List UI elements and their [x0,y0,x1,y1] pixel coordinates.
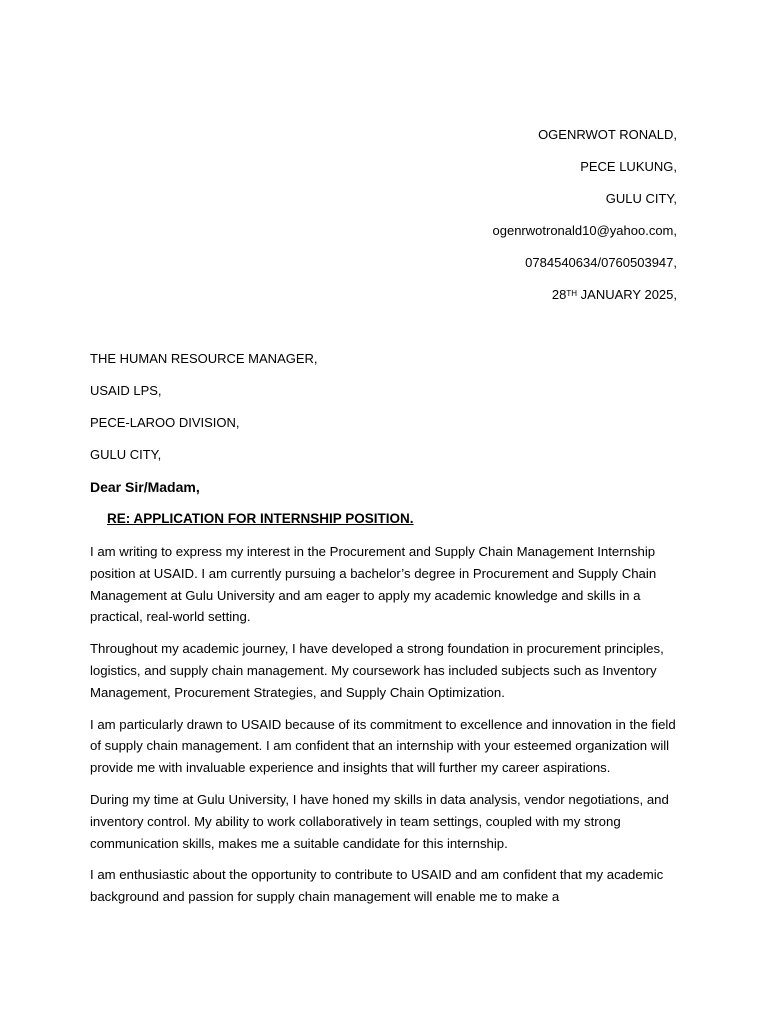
body-paragraph: During my time at Gulu University, I have honed my skills in data analysis, vendor negotiations, and inventory control. My ability to work collaboratively in team settings, coupled with my strong communication skills, makes me a suitable candidate for this internship. [90,791,669,851]
sender-name: OGENRWOT RONALD, [538,127,677,142]
sender-area: PECE LUKUNG, [580,159,677,174]
recipient-division: PECE-LAROO DIVISION, [90,415,240,430]
body-paragraph: I am enthusiastic about the opportunity to contribute to USAID and am confident that my academic background and passion for supply chain management will enable me to make a [90,867,664,905]
date-day: 28 [551,287,567,302]
letter-body [90,541,680,918]
subject-line: RE: APPLICATION FOR INTERNSHIP POSITION. [107,511,414,526]
date-suffix: TH [566,289,578,298]
sender-email: ogenrwotronald10@yahoo.com, [492,223,677,238]
recipient-city: GULU CITY, [90,447,162,462]
date-rest: JANUARY 2025, [577,287,677,302]
recipient-title: THE HUMAN RESOURCE MANAGER, [90,351,318,366]
body-paragraph: Throughout my academic journey, I have developed a strong foundation in procurement principles, logistics, and supply chain management. My coursework has included subjects such as Inventory Management, Procurement Strategies, and Supply Chain Optimization. [90,641,664,700]
recipient-org: USAID LPS, [90,383,162,398]
sender-phone: 0784540634/0760503947, [525,255,677,270]
sender-city: GULU CITY, [605,191,677,206]
letter-date [493,285,677,317]
salutation: Dear Sir/Madam, [90,479,200,495]
sender-address-block [493,125,677,317]
body-paragraph: I am particularly drawn to USAID because of its commitment to excellence and innovation in the field of supply chain management. I am confident that an internship with your esteemed organization will provide me with invaluable experience and insights that will further my career aspirations. [90,716,676,776]
recipient-address-block [90,349,318,477]
body-paragraph: I am writing to express my interest in the Procurement and Supply Chain Management Internship position at USAID. I am currently pursuing a bachelor’s degree in Procurement and Supply Chain Management at Gulu University and am eager to apply my academic knowledge and skills in a practical, real-world setting. [90,544,657,625]
